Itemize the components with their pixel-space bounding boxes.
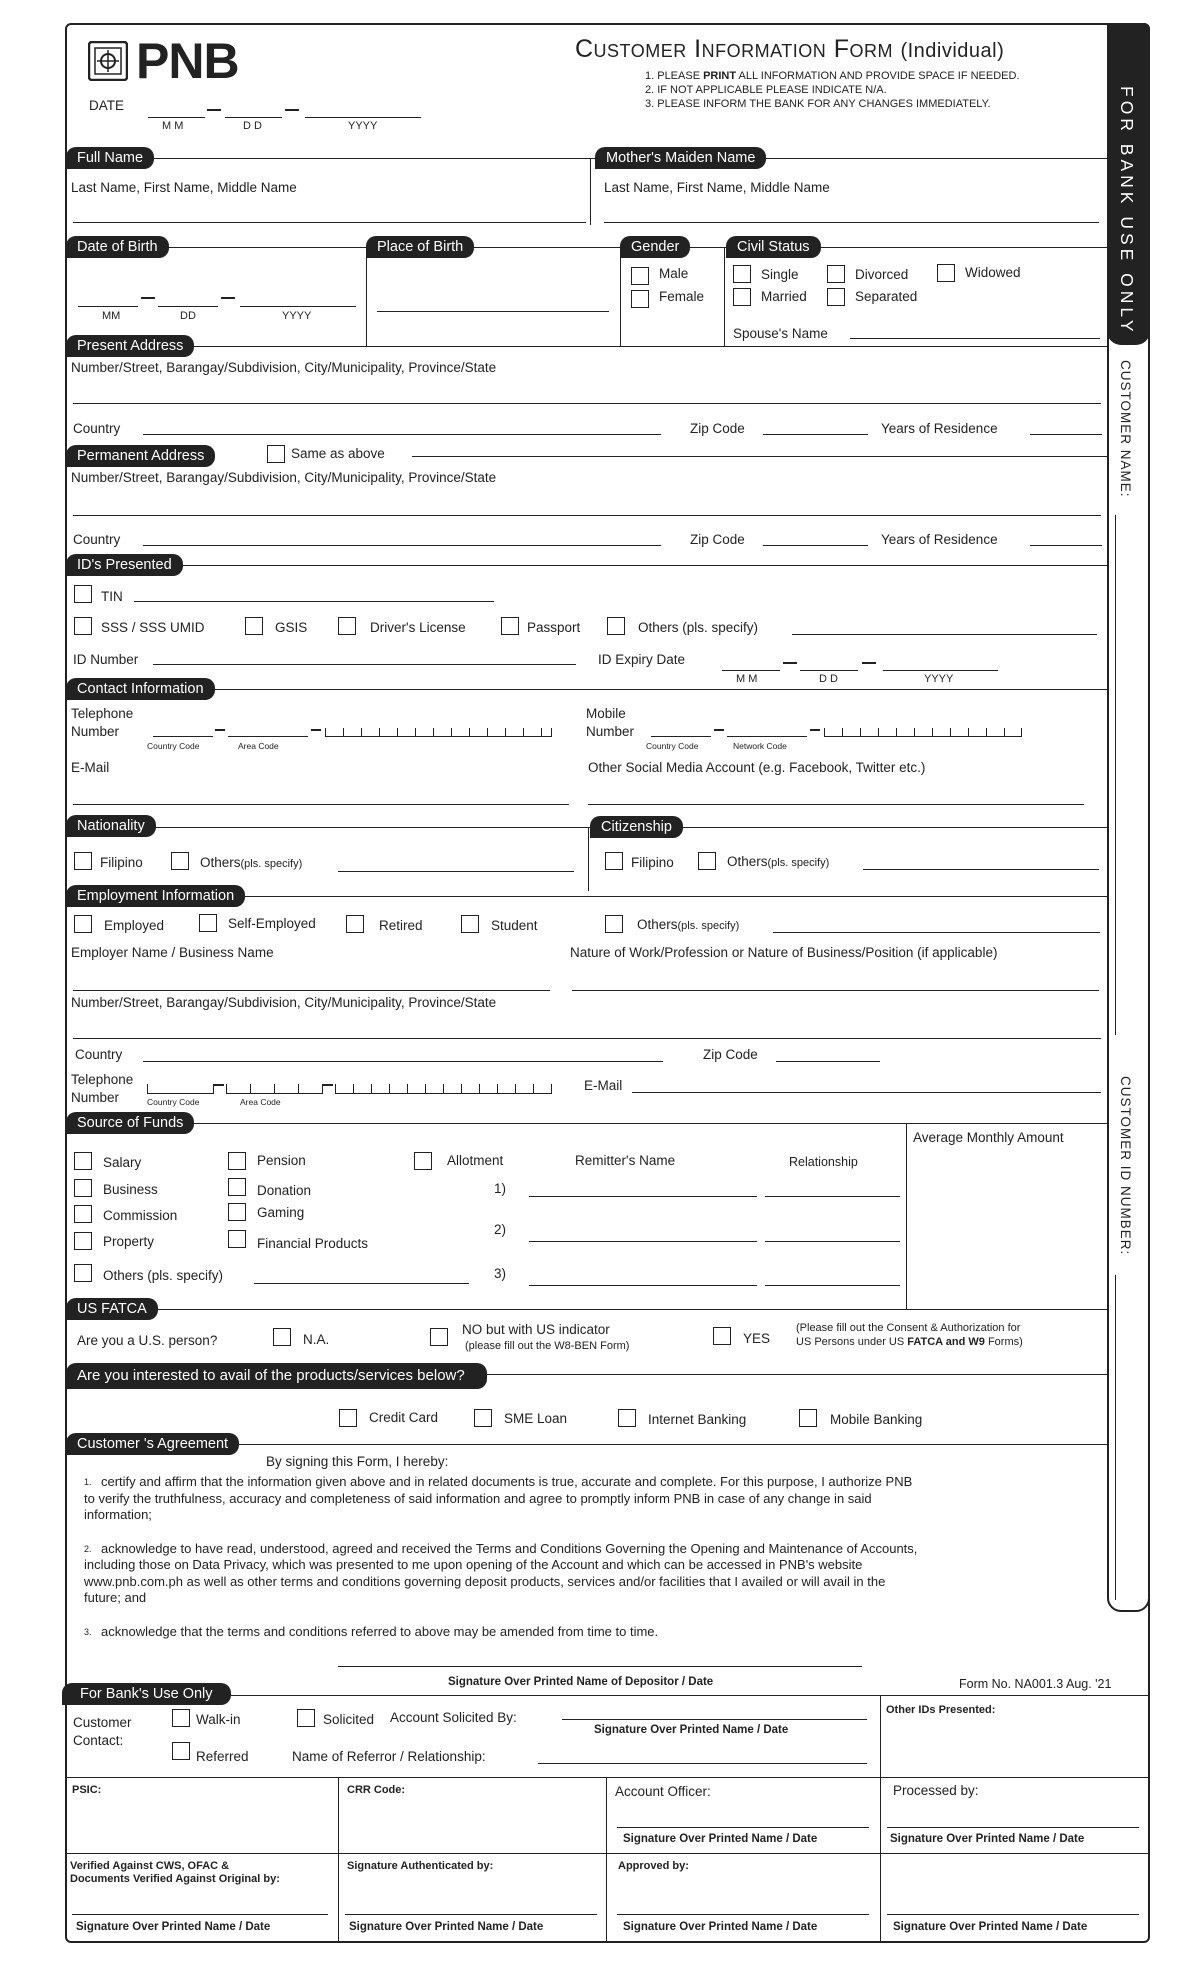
tel-area-code-hint: Area Code bbox=[238, 741, 279, 751]
psic-label: PSIC: bbox=[72, 1784, 102, 1796]
email-label: E-Mail bbox=[71, 760, 110, 775]
dob-yyyy-field[interactable] bbox=[240, 306, 356, 307]
allotment-checkbox[interactable] bbox=[414, 1152, 432, 1170]
permanent-country-label: Country bbox=[73, 532, 121, 547]
civil-widowed-checkbox[interactable] bbox=[937, 264, 955, 282]
contact-tag: Contact Information bbox=[66, 678, 215, 700]
emp-others-checkbox[interactable] bbox=[605, 915, 623, 933]
section-rule bbox=[65, 689, 1107, 690]
phone-sep bbox=[323, 1084, 333, 1086]
agreement-p1-num: 1. bbox=[84, 1477, 92, 1487]
cit-others-field[interactable] bbox=[863, 869, 1099, 870]
id-others-label: Others (pls. specify) bbox=[638, 620, 759, 635]
remitter-label: Remitter's Name bbox=[575, 1153, 676, 1168]
tin-checkbox[interactable] bbox=[74, 585, 92, 603]
maiden-name-field[interactable] bbox=[604, 222, 1099, 223]
fatca-note-2: US Persons under US FATCA and W9 Forms) bbox=[796, 1336, 1023, 1348]
permanent-zip-label: Zip Code bbox=[690, 532, 745, 547]
emp-tel-country-code-field[interactable] bbox=[147, 1084, 214, 1094]
form-title-main: Customer Information Form bbox=[575, 35, 893, 63]
emp-address-hint: Number/Street, Barangay/Subdivision, City/Municipality, Province/State bbox=[71, 995, 497, 1010]
sidebar-customer-name: CUSTOMER NAME: bbox=[1118, 360, 1133, 498]
civil-divorced-checkbox[interactable] bbox=[827, 265, 845, 283]
permanent-country-field[interactable] bbox=[143, 545, 661, 546]
processed-by-sig-label: Signature Over Printed Name / Date bbox=[890, 1833, 1085, 1845]
present-zip-field[interactable] bbox=[763, 434, 868, 435]
date-sep bbox=[862, 662, 876, 664]
divider bbox=[724, 247, 725, 347]
financial-products-label: Financial Products bbox=[257, 1236, 369, 1251]
emp-tel-number-field[interactable] bbox=[335, 1084, 552, 1094]
commission-label: Commission bbox=[103, 1208, 178, 1223]
present-zip-label: Zip Code bbox=[690, 421, 745, 436]
date-yyyy-field[interactable] bbox=[305, 117, 421, 118]
gsis-checkbox[interactable] bbox=[245, 617, 263, 635]
permanent-years-label: Years of Residence bbox=[881, 532, 998, 547]
id-number-field[interactable] bbox=[153, 664, 576, 665]
emp-address-field[interactable] bbox=[73, 1038, 1101, 1039]
instruction-2: 2. IF NOT APPLICABLE PLEASE INDICATE N/A. bbox=[645, 84, 887, 96]
present-country-label: Country bbox=[73, 421, 121, 436]
permanent-years-field[interactable] bbox=[1030, 545, 1102, 546]
relationship-label: Relationship bbox=[789, 1155, 858, 1169]
student-label: Student bbox=[491, 918, 538, 933]
nat-others-label: Others(pls. specify) bbox=[200, 855, 303, 870]
gender-tag: Gender bbox=[620, 236, 690, 258]
self-employed-label: Self-Employed bbox=[228, 916, 316, 931]
pnb-logo-text: PNB bbox=[136, 33, 239, 89]
tel-label-1: Telephone bbox=[71, 706, 134, 721]
phone-sep bbox=[214, 1084, 224, 1086]
divider bbox=[338, 1777, 339, 1943]
pob-field[interactable] bbox=[377, 311, 609, 312]
email-field[interactable] bbox=[73, 804, 569, 805]
emp-zip-field[interactable] bbox=[776, 1061, 880, 1062]
present-years-label: Years of Residence bbox=[881, 421, 998, 436]
solicited-label: Solicited bbox=[323, 1712, 375, 1727]
nat-filipino-checkbox[interactable] bbox=[74, 852, 92, 870]
bank-use-tag: For Bank's Use Only bbox=[62, 1683, 231, 1705]
solicited-checkbox[interactable] bbox=[297, 1709, 315, 1727]
tel-label-2: Number bbox=[71, 724, 120, 739]
expiry-dd-field[interactable] bbox=[800, 670, 858, 671]
citizenship-tag: Citizenship bbox=[590, 816, 683, 838]
processed-by-label: Processed by: bbox=[893, 1783, 979, 1798]
donation-label: Donation bbox=[257, 1183, 312, 1198]
employed-label: Employed bbox=[104, 918, 165, 933]
customer-contact-label-1: Customer bbox=[73, 1715, 132, 1730]
dob-yyyy-hint: YYYY bbox=[282, 310, 312, 322]
allotment-label: Allotment bbox=[447, 1153, 504, 1168]
permanent-address-tag: Permanent Address bbox=[66, 445, 215, 467]
funds-others-field[interactable] bbox=[254, 1283, 469, 1284]
divider bbox=[588, 827, 589, 891]
section-rule bbox=[65, 1309, 1107, 1310]
phone-sep bbox=[311, 729, 321, 731]
commission-checkbox[interactable] bbox=[74, 1205, 92, 1223]
mobile-label-1: Mobile bbox=[586, 706, 626, 721]
remitter-3-field[interactable] bbox=[529, 1285, 757, 1286]
crr-code-label: CRR Code: bbox=[347, 1784, 406, 1796]
funds-others-label: Others (pls. specify) bbox=[103, 1268, 224, 1283]
instruction-3: 3. PLEASE INFORM THE BANK FOR ANY CHANGES IMMEDIATELY. bbox=[645, 98, 991, 110]
student-checkbox[interactable] bbox=[461, 915, 479, 933]
civil-separated-checkbox[interactable] bbox=[827, 288, 845, 306]
section-rule bbox=[65, 1853, 1150, 1854]
emp-email-field[interactable] bbox=[632, 1092, 1101, 1093]
sidebar-bank-use: FOR BANK USE ONLY bbox=[1117, 86, 1137, 336]
sme-loan-checkbox[interactable] bbox=[474, 1409, 492, 1427]
property-checkbox[interactable] bbox=[74, 1232, 92, 1250]
section-rule bbox=[65, 827, 1107, 828]
emp-country-code-hint: Country Code bbox=[147, 1097, 200, 1107]
employer-field[interactable] bbox=[73, 990, 550, 991]
form-title bbox=[575, 35, 1004, 64]
authenticated-sig-label: Signature Over Printed Name / Date bbox=[349, 1921, 544, 1933]
gsis-label: GSIS bbox=[275, 620, 308, 635]
fatca-no-checkbox[interactable] bbox=[430, 1328, 448, 1346]
agreement-p3-line1: acknowledge that the terms and conditions referred to above may be amended from time to time. bbox=[101, 1624, 659, 1639]
expiry-yyyy-hint: YYYY bbox=[924, 673, 954, 685]
credit-card-checkbox[interactable] bbox=[339, 1409, 357, 1427]
fatca-question: Are you a U.S. person? bbox=[77, 1333, 218, 1348]
nat-filipino-label: Filipino bbox=[100, 855, 143, 870]
walkin-checkbox[interactable] bbox=[172, 1709, 190, 1727]
social-media-field[interactable] bbox=[588, 804, 1084, 805]
ids-tag: ID's Presented bbox=[66, 554, 183, 576]
spouse-name-label: Spouse's Name bbox=[733, 326, 828, 341]
dob-dd-hint: DD bbox=[180, 310, 196, 322]
dob-tag: Date of Birth bbox=[66, 236, 169, 258]
depositor-signature-field[interactable] bbox=[338, 1666, 862, 1667]
present-address-hint: Number/Street, Barangay/Subdivision, City/Municipality, Province/State bbox=[71, 360, 497, 375]
dob-mm-field[interactable] bbox=[78, 306, 138, 307]
other-ids-label: Other IDs Presented: bbox=[886, 1704, 996, 1716]
same-as-above-label: Same as above bbox=[291, 446, 385, 461]
verified-sig-label: Signature Over Printed Name / Date bbox=[76, 1921, 271, 1933]
mobile-label-2: Number bbox=[586, 724, 635, 739]
agreement-p2-num: 2. bbox=[84, 1544, 92, 1554]
tin-label: TIN bbox=[101, 589, 123, 604]
section-rule bbox=[65, 565, 1107, 566]
civil-single-checkbox[interactable] bbox=[733, 265, 751, 283]
same-as-above-checkbox[interactable] bbox=[267, 445, 285, 463]
tin-field[interactable] bbox=[134, 601, 494, 602]
divider bbox=[880, 1695, 881, 1777]
date-sep bbox=[221, 297, 235, 299]
gender-male-checkbox[interactable] bbox=[631, 267, 649, 285]
pension-checkbox[interactable] bbox=[228, 1152, 246, 1170]
phone-sep bbox=[215, 729, 225, 731]
authenticated-label: Signature Authenticated by: bbox=[347, 1860, 494, 1872]
maiden-name-tag: Mother's Maiden Name bbox=[595, 147, 766, 169]
internet-banking-checkbox[interactable] bbox=[618, 1409, 636, 1427]
section-rule bbox=[412, 456, 1107, 457]
employment-tag: Employment Information bbox=[66, 885, 245, 907]
agreement-p1-line3: information; bbox=[84, 1507, 152, 1522]
gender-male-label: Male bbox=[659, 266, 689, 281]
full-name-tag: Full Name bbox=[66, 147, 154, 169]
date-mm-field[interactable] bbox=[148, 117, 205, 118]
nat-others-checkbox[interactable] bbox=[171, 852, 189, 870]
agreement-tag: Customer 's Agreement bbox=[66, 1433, 239, 1455]
pnb-logo-icon bbox=[88, 41, 128, 81]
referred-label: Referred bbox=[196, 1749, 249, 1764]
fatca-yes-label: YES bbox=[743, 1331, 771, 1346]
agreement-p2-line2: including those on Data Privacy, which was presented to me upon opening of the Account and which can be accessed in PNB's website bbox=[84, 1557, 863, 1572]
passport-label: Passport bbox=[527, 620, 581, 635]
employed-checkbox[interactable] bbox=[74, 915, 92, 933]
cit-filipino-label: Filipino bbox=[631, 855, 674, 870]
donation-checkbox[interactable] bbox=[228, 1178, 246, 1196]
account-officer-label: Account Officer: bbox=[615, 1784, 711, 1799]
form-number: Form No. NA001.3 Aug. '21 bbox=[959, 1677, 1112, 1691]
gaming-checkbox[interactable] bbox=[228, 1203, 246, 1221]
remitter-2-field[interactable] bbox=[529, 1241, 757, 1242]
processed-by-field[interactable] bbox=[887, 1827, 1139, 1828]
date-sep bbox=[285, 109, 299, 111]
cit-others-checkbox[interactable] bbox=[698, 852, 716, 870]
phone-sep bbox=[810, 729, 820, 731]
mobile-banking-checkbox[interactable] bbox=[799, 1409, 817, 1427]
cit-filipino-checkbox[interactable] bbox=[605, 852, 623, 870]
dob-dd-field[interactable] bbox=[158, 306, 218, 307]
account-officer-sig-label: Signature Over Printed Name / Date bbox=[623, 1833, 818, 1845]
license-checkbox[interactable] bbox=[338, 617, 356, 635]
expiry-mm-field[interactable] bbox=[722, 670, 780, 671]
dob-mm-hint: MM bbox=[102, 310, 121, 322]
date-label: DATE bbox=[89, 98, 125, 113]
divider bbox=[606, 1777, 607, 1943]
funds-tag: Source of Funds bbox=[66, 1112, 194, 1134]
gaming-label: Gaming bbox=[257, 1205, 305, 1220]
pension-label: Pension bbox=[257, 1153, 306, 1168]
agreement-intro: By signing this Form, I hereby: bbox=[266, 1454, 449, 1469]
approved-label: Approved by: bbox=[618, 1860, 689, 1872]
emp-country-field[interactable] bbox=[143, 1061, 663, 1062]
nationality-tag: Nationality bbox=[66, 815, 156, 837]
section-rule bbox=[65, 1123, 1107, 1124]
final-sig-field[interactable] bbox=[887, 1914, 1139, 1915]
permanent-address-hint: Number/Street, Barangay/Subdivision, City/Municipality, Province/State bbox=[71, 470, 497, 485]
verified-label-1: Verified Against CWS, OFAC & bbox=[70, 1860, 230, 1872]
remitter-num-1: 1) bbox=[494, 1181, 507, 1196]
divider bbox=[620, 247, 621, 347]
nat-others-field[interactable] bbox=[338, 871, 574, 872]
business-checkbox[interactable] bbox=[74, 1179, 92, 1197]
remitter-num-2: 2) bbox=[494, 1222, 507, 1237]
approved-sig-label: Signature Over Printed Name / Date bbox=[623, 1921, 818, 1933]
form-title-suffix: (Individual) bbox=[900, 40, 1005, 62]
remitter-num-3: 3) bbox=[494, 1266, 507, 1281]
id-expiry-label: ID Expiry Date bbox=[598, 652, 686, 667]
agreement-p3-num: 3. bbox=[84, 1627, 92, 1637]
business-label: Business bbox=[103, 1182, 158, 1197]
agreement-p1-line2: to verify the truthfulness, accuracy and completeness of said information and agree to promptly inform PNB in case of any change in said bbox=[84, 1491, 872, 1506]
mobile-number-field[interactable] bbox=[824, 728, 1022, 737]
phone-sep bbox=[714, 729, 724, 731]
tel-country-code-hint: Country Code bbox=[147, 741, 200, 751]
retired-checkbox[interactable] bbox=[346, 915, 364, 933]
section-rule bbox=[65, 1777, 1150, 1778]
emp-others-label: Others(pls. specify) bbox=[637, 917, 740, 932]
present-address-tag: Present Address bbox=[66, 335, 194, 357]
passport-checkbox[interactable] bbox=[501, 617, 519, 635]
relationship-3-field[interactable] bbox=[765, 1285, 900, 1286]
salary-label: Salary bbox=[103, 1155, 142, 1170]
depositor-signature-label: Signature Over Printed Name of Depositor / Date bbox=[448, 1676, 714, 1688]
sidebar-name-line bbox=[1115, 515, 1116, 1035]
date-sep bbox=[207, 109, 221, 111]
sidebar-id-line bbox=[1115, 1275, 1116, 1600]
civil-divorced-label: Divorced bbox=[855, 267, 909, 282]
relationship-2-field[interactable] bbox=[765, 1241, 900, 1242]
referrer-field[interactable] bbox=[538, 1763, 867, 1764]
solicited-by-sig-label: Signature Over Printed Name / Date bbox=[594, 1724, 789, 1736]
date-sep bbox=[141, 297, 155, 299]
date-yyyy-hint: YYYY bbox=[348, 120, 378, 132]
agreement-p2-line3: www.pnb.com.ph as well as other terms and conditions governing deposit products, services and/or facilities that I availed or will avail in the bbox=[84, 1574, 886, 1589]
expiry-dd-hint: D D bbox=[819, 673, 838, 685]
gender-female-checkbox[interactable] bbox=[631, 290, 649, 308]
mobile-network-code-field[interactable] bbox=[727, 728, 807, 737]
solicited-by-field[interactable] bbox=[562, 1719, 867, 1720]
fatca-no-sublabel: (please fill out the W8-BEN Form) bbox=[465, 1340, 630, 1352]
date-dd-hint: D D bbox=[243, 120, 262, 132]
expiry-mm-hint: M M bbox=[736, 673, 758, 685]
funds-others-checkbox[interactable] bbox=[74, 1264, 92, 1282]
instruction-1: 1. PLEASE PRINT ALL INFORMATION AND PROVIDE SPACE IF NEEDED. bbox=[645, 70, 1020, 82]
credit-card-label: Credit Card bbox=[369, 1410, 439, 1425]
full-name-hint: Last Name, First Name, Middle Name bbox=[71, 180, 297, 195]
emp-area-code-hint: Area Code bbox=[240, 1097, 281, 1107]
approved-sig-field[interactable] bbox=[617, 1914, 869, 1915]
fatca-yes-checkbox[interactable] bbox=[713, 1327, 731, 1345]
civil-married-label: Married bbox=[761, 289, 807, 304]
present-years-field[interactable] bbox=[1030, 434, 1102, 435]
emp-country-label: Country bbox=[75, 1047, 123, 1062]
id-number-label: ID Number bbox=[73, 652, 139, 667]
tel-country-code-field[interactable] bbox=[153, 728, 213, 737]
avg-monthly-label: Average Monthly Amount bbox=[913, 1130, 1064, 1145]
date-mm-hint: M M bbox=[162, 120, 184, 132]
nature-label: Nature of Work/Profession or Nature of Business/Position (if applicable) bbox=[570, 945, 998, 960]
maiden-name-hint: Last Name, First Name, Middle Name bbox=[604, 180, 830, 195]
property-label: Property bbox=[103, 1234, 155, 1249]
fatca-note-1: (Please fill out the Consent & Authorization for bbox=[796, 1322, 1021, 1334]
authenticated-sig-field[interactable] bbox=[345, 1914, 597, 1915]
civil-married-checkbox[interactable] bbox=[733, 288, 751, 306]
social-media-label: Other Social Media Account (e.g. Facebook, Twitter etc.) bbox=[588, 760, 926, 775]
section-rule bbox=[65, 346, 1107, 347]
civil-status-tag: Civil Status bbox=[726, 236, 821, 258]
account-officer-field[interactable] bbox=[617, 1827, 869, 1828]
verified-sig-field[interactable] bbox=[72, 1914, 328, 1915]
sidebar-customer-id: CUSTOMER ID NUMBER: bbox=[1118, 1076, 1133, 1256]
permanent-address-field[interactable] bbox=[73, 515, 1101, 516]
fatca-na-label: N.A. bbox=[303, 1332, 330, 1347]
tel-number-field[interactable] bbox=[325, 728, 552, 737]
section-rule bbox=[65, 158, 1107, 159]
emp-zip-label: Zip Code bbox=[703, 1047, 758, 1062]
remitter-1-field[interactable] bbox=[529, 1196, 757, 1197]
divider bbox=[590, 158, 591, 225]
full-name-field[interactable] bbox=[73, 222, 586, 223]
agreement-p1-line1: certify and affirm that the information given above and in related documents is true, accurate and complete. For this purpose, I authorize PNB bbox=[101, 1474, 913, 1489]
final-sig-label: Signature Over Printed Name / Date bbox=[893, 1921, 1088, 1933]
financial-products-checkbox[interactable] bbox=[228, 1230, 246, 1248]
fatca-no-label: NO but with US indicator bbox=[462, 1322, 610, 1337]
fatca-na-checkbox[interactable] bbox=[273, 1328, 291, 1346]
referred-checkbox[interactable] bbox=[172, 1742, 190, 1760]
divider bbox=[366, 247, 367, 347]
mobile-banking-label: Mobile Banking bbox=[830, 1412, 923, 1427]
emp-tel-label-2: Number bbox=[71, 1090, 120, 1105]
referrer-label: Name of Referror / Relationship: bbox=[292, 1749, 486, 1764]
fatca-tag: US FATCA bbox=[66, 1298, 158, 1320]
tel-area-code-field[interactable] bbox=[228, 728, 308, 737]
divider bbox=[906, 1123, 907, 1309]
mobile-country-code-field[interactable] bbox=[651, 728, 711, 737]
id-others-field[interactable] bbox=[792, 634, 1097, 635]
nature-field[interactable] bbox=[572, 990, 1099, 991]
walkin-label: Walk-in bbox=[196, 1712, 241, 1727]
mobile-network-code-hint: Network Code bbox=[733, 741, 787, 751]
spouse-name-field[interactable] bbox=[850, 338, 1100, 339]
mobile-country-code-hint: Country Code bbox=[646, 741, 699, 751]
id-others-checkbox[interactable] bbox=[607, 617, 625, 635]
license-label: Driver's License bbox=[370, 620, 466, 635]
sss-checkbox[interactable] bbox=[74, 617, 92, 635]
retired-label: Retired bbox=[379, 918, 423, 933]
present-country-field[interactable] bbox=[143, 434, 661, 435]
emp-email-label: E-Mail bbox=[584, 1078, 623, 1093]
emp-others-field[interactable] bbox=[773, 932, 1100, 933]
agreement-p2-line1: acknowledge to have read, understood, agreed and received the Terms and Conditions Governing the Opening and Maintenance of Accounts, bbox=[101, 1541, 918, 1556]
civil-separated-label: Separated bbox=[855, 289, 918, 304]
employer-label: Employer Name / Business Name bbox=[71, 945, 274, 960]
verified-label-2: Documents Verified Against Original by: bbox=[70, 1873, 280, 1885]
sss-label: SSS / SSS UMID bbox=[101, 620, 205, 635]
salary-checkbox[interactable] bbox=[74, 1152, 92, 1170]
civil-single-label: Single bbox=[761, 267, 799, 282]
date-dd-field[interactable] bbox=[225, 117, 282, 118]
sme-loan-label: SME Loan bbox=[504, 1411, 568, 1426]
expiry-yyyy-field[interactable] bbox=[883, 670, 998, 671]
self-employed-checkbox[interactable] bbox=[199, 914, 217, 932]
cit-others-label: Others(pls. specify) bbox=[727, 854, 830, 869]
civil-widowed-label: Widowed bbox=[965, 265, 1021, 280]
customer-contact-label-2: Contact: bbox=[73, 1733, 124, 1748]
products-tag: Are you interested to avail of the products/services below? bbox=[66, 1363, 487, 1389]
date-sep bbox=[783, 662, 797, 664]
agreement-p2-line4: future; and bbox=[84, 1590, 147, 1605]
pob-tag: Place of Birth bbox=[366, 236, 474, 258]
present-address-field[interactable] bbox=[73, 403, 1101, 404]
divider bbox=[880, 1777, 881, 1943]
relationship-1-field[interactable] bbox=[765, 1196, 900, 1197]
internet-banking-label: Internet Banking bbox=[648, 1412, 747, 1427]
section-rule bbox=[65, 247, 1107, 248]
emp-tel-label-1: Telephone bbox=[71, 1072, 134, 1087]
solicited-by-label: Account Solicited By: bbox=[390, 1710, 517, 1725]
permanent-zip-field[interactable] bbox=[763, 545, 868, 546]
gender-female-label: Female bbox=[659, 289, 705, 304]
emp-tel-area-code-field[interactable] bbox=[226, 1084, 323, 1094]
